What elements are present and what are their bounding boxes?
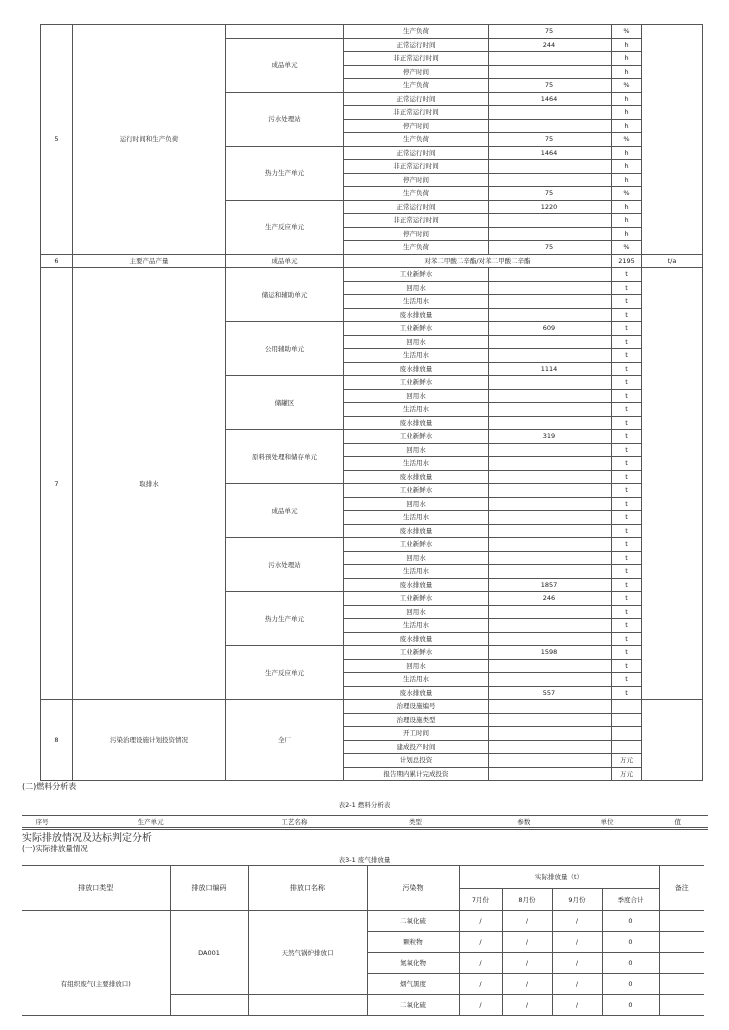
gas-month-value: / [552,932,602,953]
gas-month-value: / [502,953,552,974]
row-indicator: 工业新鲜水 [344,376,489,390]
gas-pollutant: 二氧化硫 [367,911,459,932]
row-indicator: 非正常运行时间 [344,106,489,120]
row-value [489,295,612,309]
fuel-header-seq: 序号 [22,816,62,830]
row-uom: t [612,349,642,363]
row-uom [612,727,642,741]
row-indicator: 非正常运行时间 [344,214,489,228]
row-uom: t [612,565,642,579]
fuel-header-param: 参数 [481,816,567,830]
gas-quarter-total: 0 [602,911,659,932]
row-indicator: 建成投产时间 [344,740,489,754]
gas-month-value: / [459,911,502,932]
row-uom: t [612,632,642,646]
row-value [489,308,612,322]
emission-subheading: (一)实际排放量情况 [22,844,88,853]
fuel-header-value: 值 [647,816,708,830]
row-uom: h [612,119,642,133]
row-indicator: 生活用水 [344,295,489,309]
row-unit: 储罐区 [226,376,344,430]
row-unit: 热力生产单元 [226,146,344,200]
row-uom: h [612,92,642,106]
row-item: 主要产品产量 [73,254,226,268]
row-uom: t/a [642,254,703,268]
gas-header-note: 备注 [659,866,704,911]
row-uom: h [612,200,642,214]
row-uom: % [612,79,642,93]
fuel-table-caption: 表2-1 燃料分析表 [338,801,391,809]
row-value [489,65,612,79]
row-value [489,565,612,579]
row-indicator: 废水排放量 [344,362,489,376]
row-indicator: 正常运行时间 [344,92,489,106]
row-value: 75 [489,187,612,201]
row-uom: h [612,146,642,160]
row-item: 运行时间和生产负荷 [73,25,226,255]
row-indicator: 工业新鲜水 [344,268,489,282]
gas-pollutant: 烟气黑度 [367,974,459,995]
gas-note [659,911,704,932]
row-uom: % [612,25,642,39]
row-value [489,416,612,430]
row-extra [642,25,703,255]
row-indicator: 对苯二甲酸二辛酯/对苯二甲酸二辛酯 [344,254,612,268]
row-unit: 全厂 [226,700,344,781]
gas-header-code: 排放口编码 [170,866,248,911]
row-item: 污染治理设施计划投资情况 [73,700,226,781]
row-value [489,673,612,687]
row-unit: 成品单元 [226,38,344,92]
gas-type-cell: 有组织废气(主要排放口) [22,911,170,1016]
row-seq: 8 [41,700,73,781]
row-value [489,349,612,363]
row-uom: h [612,52,642,66]
row-indicator: 废水排放量 [344,308,489,322]
row-unit: 生产反应单元 [226,646,344,700]
row-uom: h [612,106,642,120]
row-uom: t [612,484,642,498]
row-unit: 污水处理站 [226,92,344,146]
gas-quarter-total: 0 [602,995,659,1016]
row-value: 1464 [489,146,612,160]
row-unit: 储运和辅助单元 [226,268,344,322]
row-uom: t [612,659,642,673]
row-uom: t [612,322,642,336]
row-value [489,713,612,727]
row-value [489,119,612,133]
row-indicator: 停产时间 [344,65,489,79]
row-indicator: 停产时间 [344,173,489,187]
row-uom: h [612,160,642,174]
gas-month-value: / [502,932,552,953]
row-uom: t [612,646,642,660]
row-indicator: 生活用水 [344,565,489,579]
row-value [489,727,612,741]
row-value: 319 [489,430,612,444]
row-uom: t [612,389,642,403]
fuel-header-process: 工艺名称 [239,816,350,830]
row-unit: 成品单元 [226,484,344,538]
row-indicator: 工业新鲜水 [344,322,489,336]
row-uom: h [612,65,642,79]
row-value: 1114 [489,362,612,376]
row-indicator: 生活用水 [344,403,489,417]
row-uom: t [612,497,642,511]
gas-quarter-total: 0 [602,974,659,995]
row-uom: h [612,227,642,241]
row-indicator: 报告期内累计完成投资 [344,767,489,781]
row-value [489,52,612,66]
row-uom: t [612,619,642,633]
row-seq: 5 [41,25,73,255]
row-uom: t [612,686,642,700]
row-value: 75 [489,79,612,93]
row-value [489,605,612,619]
row-uom: t [612,362,642,376]
row-uom: % [612,133,642,147]
row-uom: t [612,470,642,484]
gas-note [659,953,704,974]
fuel-section-heading: (二)燃料分析表 [22,782,77,791]
row-unit: 成品单元 [226,254,344,268]
row-extra [642,700,703,781]
row-uom: t [612,605,642,619]
row-indicator: 停产时间 [344,119,489,133]
gas-name-cell-2 [248,995,367,1016]
row-indicator: 计划总投资 [344,754,489,768]
table-row [41,25,703,39]
row-indicator: 工业新鲜水 [344,538,489,552]
row-uom: t [612,592,642,606]
row-uom: t [612,673,642,687]
row-indicator: 废水排放量 [344,578,489,592]
row-indicator: 生活用水 [344,349,489,363]
row-indicator: 非正常运行时间 [344,160,489,174]
row-uom: h [612,173,642,187]
row-value [489,511,612,525]
gas-month-value: / [552,995,602,1016]
gas-month-value: / [502,974,552,995]
gas-pollutant: 二氧化硫 [367,995,459,1016]
row-indicator: 工业新鲜水 [344,646,489,660]
row-value: 1598 [489,646,612,660]
row-uom [612,700,642,714]
row-value: 75 [489,241,612,255]
row-value: 75 [489,133,612,147]
row-indicator: 正常运行时间 [344,200,489,214]
gas-header-month-1: 7月份 [459,889,502,911]
row-value [489,389,612,403]
row-value [489,484,612,498]
row-unit: 原料预处理和储存单元 [226,430,344,484]
row-uom: t [612,281,642,295]
gas-note [659,932,704,953]
row-value [489,106,612,120]
row-indicator: 回用水 [344,497,489,511]
row-indicator: 废水排放量 [344,470,489,484]
row-value [489,457,612,471]
row-indicator: 废水排放量 [344,524,489,538]
row-indicator: 回用水 [344,659,489,673]
gas-header-type: 排放口类型 [22,866,170,911]
row-uom [612,740,642,754]
row-value [489,767,612,781]
row-uom [612,713,642,727]
emission-section-heading: 实际排放情况及达标判定分析 [22,833,152,844]
row-value: 244 [489,38,612,52]
row-indicator: 工业新鲜水 [344,430,489,444]
gas-note [659,995,704,1016]
gas-header-quarter-total: 季度合计 [602,889,659,911]
row-uom: t [612,308,642,322]
row-indicator: 废水排放量 [344,632,489,646]
row-uom: t [612,335,642,349]
gas-month-value: / [502,995,552,1016]
row-indicator: 生活用水 [344,511,489,525]
gas-header-name: 排放口名称 [248,866,367,911]
row-uom: t [612,295,642,309]
emission-table-caption: 表3-1 废气排放量 [338,856,391,864]
row-value: 1220 [489,200,612,214]
row-uom: t [612,376,642,390]
row-value: 1464 [489,92,612,106]
row-value: 246 [489,592,612,606]
fuel-header-unit: 生产单元 [62,816,239,830]
row-uom: 万元 [612,767,642,781]
gas-header-amount: 实际排放量（t） [459,866,659,889]
row-indicator: 回用水 [344,551,489,565]
gas-header-pollutant: 污染物 [367,866,459,911]
row-value [489,268,612,282]
gas-note [659,974,704,995]
row-uom: h [612,214,642,228]
row-unit: 生产反应单元 [226,200,344,254]
row-value [489,160,612,174]
gas-header-month-2: 8月份 [502,889,552,911]
gas-month-value: / [459,953,502,974]
row-indicator: 生产负荷 [344,133,489,147]
gas-quarter-total: 0 [602,953,659,974]
row-uom: t [612,430,642,444]
row-uom: t [612,511,642,525]
row-unit: 污水处理站 [226,538,344,592]
row-indicator: 非正常运行时间 [344,52,489,66]
row-value: 75 [489,25,612,39]
row-uom: t [612,268,642,282]
row-unit: 公用辅助单元 [226,322,344,376]
fuel-header-unit-col: 单位 [567,816,648,830]
row-value [489,403,612,417]
row-uom: 万元 [612,754,642,768]
row-value [489,443,612,457]
row-indicator: 回用水 [344,389,489,403]
row-value [489,335,612,349]
row-value [489,281,612,295]
row-indicator: 治理设施类型 [344,713,489,727]
row-value: 2195 [612,254,642,268]
gas-name-cell: 天然气锅炉排放口 [248,911,367,995]
row-uom: t [612,403,642,417]
row-indicator: 生活用水 [344,673,489,687]
row-indicator: 生产负荷 [344,187,489,201]
row-indicator: 回用水 [344,281,489,295]
row-value [489,524,612,538]
row-uom: % [612,241,642,255]
row-indicator: 生活用水 [344,619,489,633]
row-indicator: 生活用水 [344,457,489,471]
row-uom: t [612,443,642,457]
row-indicator: 回用水 [344,605,489,619]
gas-code-cell: DA001 [170,911,248,995]
row-uom: t [612,551,642,565]
row-value: 609 [489,322,612,336]
table-row [41,254,703,268]
row-value [489,376,612,390]
row-indicator: 正常运行时间 [344,38,489,52]
row-extra [642,268,703,700]
gas-month-value: / [552,953,602,974]
gas-month-value: / [459,974,502,995]
row-value [489,632,612,646]
row-indicator: 工业新鲜水 [344,484,489,498]
row-value [489,619,612,633]
gas-month-value: / [552,911,602,932]
table-row [41,268,703,282]
operations-table [40,24,703,781]
gas-code-cell-2 [170,995,248,1016]
row-uom: t [612,578,642,592]
row-indicator: 生产负荷 [344,79,489,93]
row-uom: h [612,38,642,52]
row-uom: t [612,524,642,538]
row-uom: t [612,457,642,471]
row-indicator: 生产负荷 [344,241,489,255]
row-indicator: 治理设施编号 [344,700,489,714]
table-row [41,700,703,714]
row-value [489,538,612,552]
gas-month-value: / [502,911,552,932]
row-indicator: 正常运行时间 [344,146,489,160]
row-value [489,173,612,187]
row-seq: 6 [41,254,73,268]
gas-header-month-3: 9月份 [552,889,602,911]
row-unit: 热力生产单元 [226,592,344,646]
row-item: 取排水 [73,268,226,700]
row-value [489,214,612,228]
row-value [489,227,612,241]
row-value: 557 [489,686,612,700]
row-value [489,470,612,484]
row-indicator: 废水排放量 [344,686,489,700]
row-indicator: 回用水 [344,443,489,457]
row-uom: t [612,416,642,430]
row-indicator: 生产负荷 [344,25,489,39]
gas-pollutant: 氮氧化物 [367,953,459,974]
gas-month-value: / [459,932,502,953]
gas-month-value: / [459,995,502,1016]
row-value [489,551,612,565]
row-indicator: 废水排放量 [344,416,489,430]
row-uom: t [612,538,642,552]
gas-emission-table [22,865,704,1016]
fuel-header-type: 类型 [350,816,481,830]
row-value [489,700,612,714]
row-value [489,497,612,511]
row-indicator: 工业新鲜水 [344,592,489,606]
row-value [489,754,612,768]
row-uom: % [612,187,642,201]
row-indicator: 回用水 [344,335,489,349]
row-unit [226,25,344,39]
gas-month-value: / [552,974,602,995]
row-indicator: 开工时间 [344,727,489,741]
row-value [489,740,612,754]
gas-quarter-total: 0 [602,932,659,953]
gas-pollutant: 颗粒物 [367,932,459,953]
row-seq: 7 [41,268,73,700]
row-value: 1857 [489,578,612,592]
row-value [489,659,612,673]
table-row [22,911,704,932]
row-indicator: 停产时间 [344,227,489,241]
